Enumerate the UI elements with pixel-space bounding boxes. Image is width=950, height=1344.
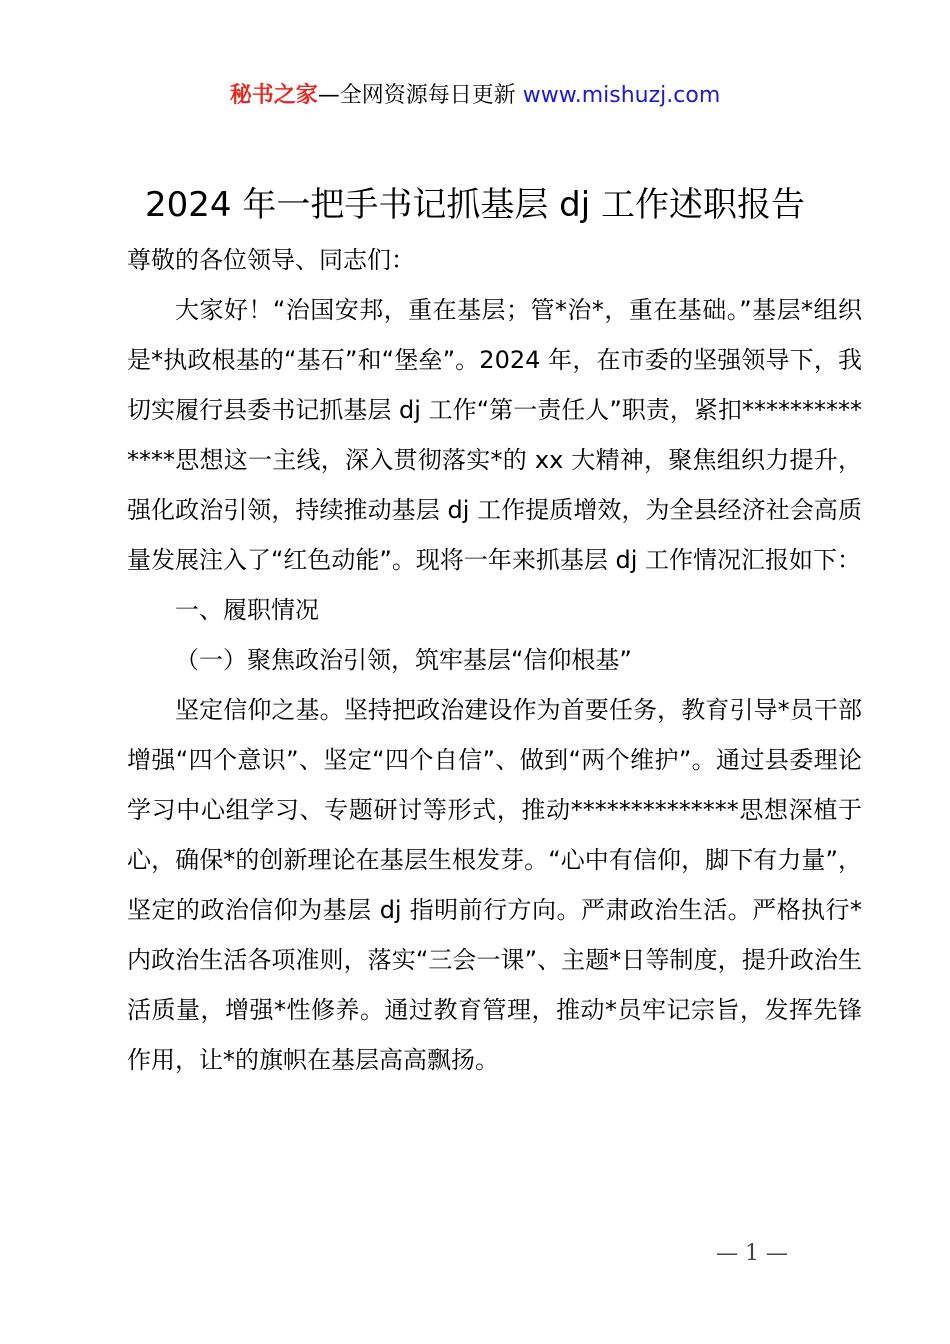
- document-title: 2024 年一把手书记抓基层 dj 工作述职报告: [145, 185, 805, 225]
- paragraph-body: 坚定信仰之基。坚持把政治建设作为首要任务，教育引导*员干部增强“四个意识”、坚定“四个自信”、做到“两个维护”。通过县委理论学习中心组学习、专题研讨等形式，推动**************思想深植于心，确保*的创新理论在基层生根发芽。“心中有信仰，脚下有力量”，坚定的政治信仰为基层 dj 指明前行方向。严肃政治生活。严格执行*内政治生活各项准则，落实“三会一课”、主题*日等制度，提升政治生活质量，增强*性修养。通过教育管理，推动*员牢记宗旨，发挥先锋作用，让*的旗帜在基层高高飘扬。: [127, 696, 862, 1074]
- greeting: 尊敬的各位领导、同志们：: [127, 246, 415, 274]
- banner-brand: 秘书之家: [229, 83, 318, 108]
- section-heading: 一、履职情况: [175, 596, 319, 624]
- subsection-heading: （一）聚焦政治引领，筑牢基层“信仰根基”: [175, 646, 632, 674]
- paragraph-intro: 大家好！“治国安邦，重在基层；管*治*，重在基础。”基层*组织是*执政根基的“基石”和“堡垒”。2024 年，在市委的坚强领导下，我切实履行县委书记抓基层 dj 工作“第一责任人”职责，紧扣**************思想这一主线，深入贯彻落实*的 xx 大精神，聚焦组织力提升，强化政治引领，持续推动基层 dj 工作提质增效，为全县经济社会高质量发展注入了“红色动能”。现将一年来抓基层 dj 工作情况汇报如下：: [127, 296, 862, 574]
- page-number: — 1 —: [716, 1241, 788, 1266]
- banner-tagline: —全网资源每日更新: [317, 83, 523, 108]
- site-banner: [0, 80, 950, 112]
- banner-website-link[interactable]: www.mishuzj.com: [522, 83, 721, 108]
- document-body: [127, 235, 862, 1085]
